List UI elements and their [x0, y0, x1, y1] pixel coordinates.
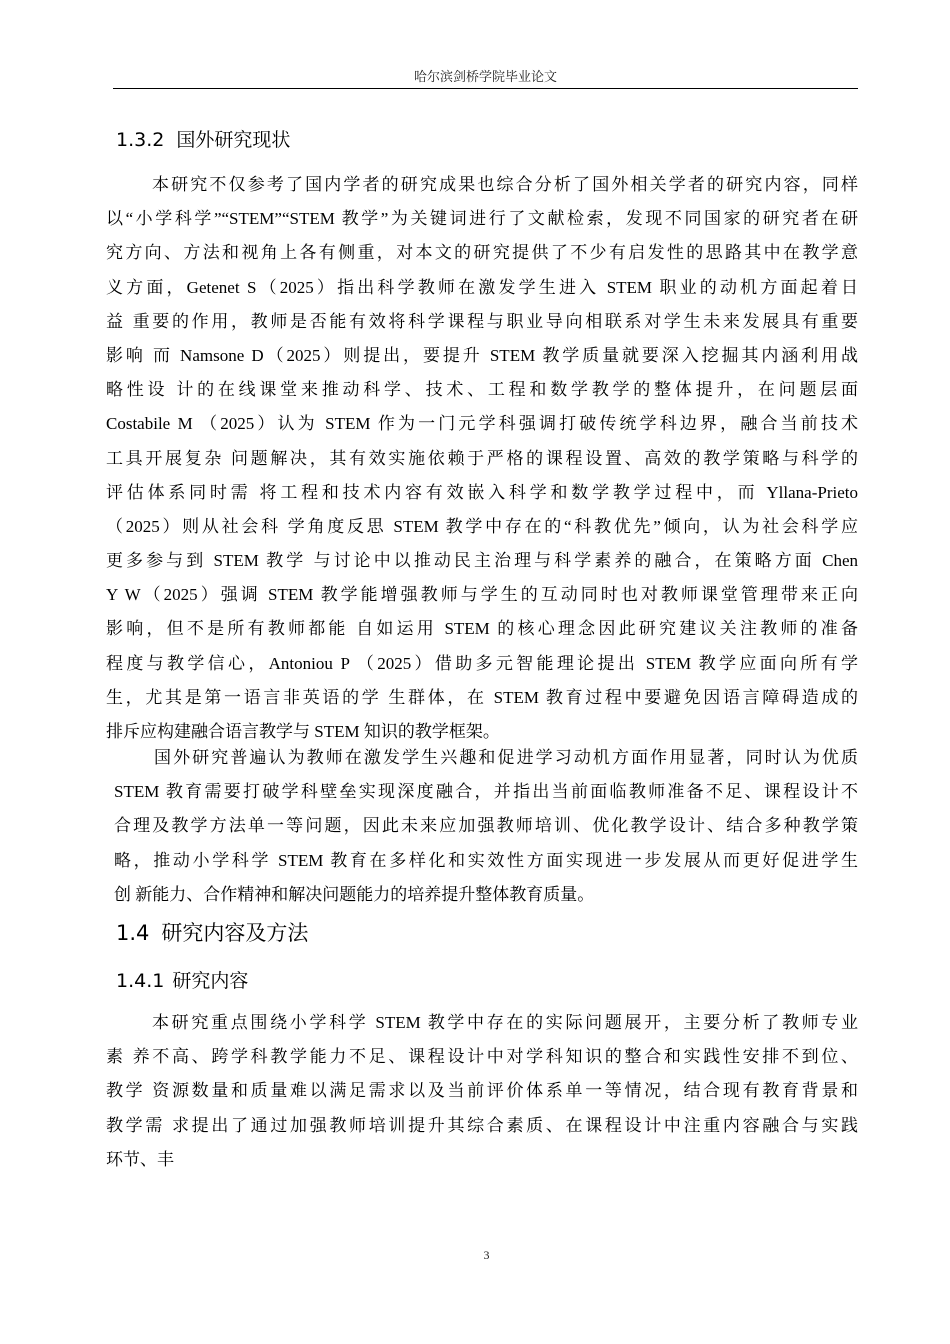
section-title: 国外研究现状: [176, 129, 291, 151]
text-line: （2025）则从社会科 学角度反思 STEM 教学中存在的“科教优先”倾向，认为社会科学应: [106, 516, 858, 536]
text-line: 本研究重点围绕小学科学 STEM 教学中存在的实际问题展开，主要分析了教师专业: [152, 1013, 858, 1032]
text-line: 环节、丰: [106, 1149, 174, 1169]
paragraph-foreign-research: [106, 168, 858, 749]
text-line: STEM 教育需要打破学科壁垒实现深度融合，并指出当前面临教师准备不足、课程设计不: [114, 782, 858, 802]
section-heading-1-4: [116, 917, 308, 947]
text-line: 程度与教学信心，Antoniou P （2025）借助多元智能理论提出 STEM 教学应面向所有学: [106, 653, 858, 673]
text-line: 略，推动小学科学 STEM 教育在多样化和实效性方面实现进一步发展从而更好促进学生: [114, 850, 858, 870]
section-title: 研究内容及方法: [161, 921, 309, 945]
text-line: 排斥应构建融合语言教学与 STEM 知识的教学框架。: [106, 722, 500, 741]
running-header: 哈尔滨剑桥学院毕业论文: [413, 69, 557, 84]
page-number: 3: [483, 1248, 490, 1262]
text-line: 略性设 计的在线课堂来推动科学、技术、工程和数学教学的整体提升，在问题层面: [106, 380, 858, 400]
text-line: 以“小学科学”“STEM”“STEM 教学”为关键词进行了文献检索，发现不同国家的研究者在研: [106, 209, 858, 229]
section-heading-1-3-2: [116, 125, 290, 152]
section-number: 1.4: [116, 921, 150, 945]
text-line: 评估体系同时需 将工程和技术内容有效嵌入科学和数学教学过程中，而 Yllana-Prieto: [106, 482, 858, 502]
text-line: 影响，但不是所有教师都能 自如运用 STEM 的核心理念因此研究建议关注教师的准备: [106, 619, 858, 639]
section-title: 研究内容: [172, 970, 249, 992]
text-line: 国外研究普遍认为教师在激发学生兴趣和促进学习动机方面作用显著，同时认为优质: [154, 748, 858, 767]
text-line: 创 新能力、合作精神和解决问题能力的培养提升整体教育质量。: [114, 884, 595, 904]
section-number: 1.4.1: [116, 970, 165, 992]
text-line: 教学需 求提出了通过加强教师培训提升其综合素质、在课程设计中注重内容融合与实践: [106, 1115, 858, 1135]
text-line: 生，尤其是第一语言非英语的学 生群体，在 STEM 教育过程中要避免因语言障碍造成的: [106, 687, 858, 707]
text-line: 益 重要的作用，教师是否能有效将科学课程与职业导向相联系对学生未来发展具有重要: [106, 311, 858, 331]
text-line: 教学 资源数量和质量难以满足需求以及当前评价体系单一等情况，结合现有教育背景和: [106, 1081, 858, 1101]
header-rule: [113, 88, 858, 89]
section-heading-1-4-1: [116, 966, 248, 993]
text-line: 究方向、方法和视角上各有侧重，对本文的研究提供了不少有启发性的思路其中在教学意: [106, 243, 858, 263]
text-line: 影响 而 Namsone D（2025）则提出，要提升 STEM 教学质量就要深入挖掘其内涵利用战: [106, 345, 858, 365]
text-line: 素 养不高、跨学科教学能力不足、课程设计中对学科知识的整合和实践性安排不到位、: [106, 1047, 858, 1067]
text-line: 工具开展复杂 问题解决，其有效实施依赖于严格的课程设置、高效的教学策略与科学的: [106, 448, 858, 468]
text-line: Y W（2025）强调 STEM 教学能增强教师与学生的互动同时也对教师课堂管理带来正向: [106, 585, 858, 605]
paragraph-foreign-summary: [114, 741, 858, 912]
text-line: 本研究不仅参考了国内学者的研究成果也综合分析了国外相关学者的研究内容，同样: [152, 175, 858, 194]
text-line: 合理及教学方法单一等问题，因此未来应加强教师培训、优化教学设计、结合多种教学策: [114, 816, 858, 836]
section-number: 1.3.2: [116, 129, 165, 151]
paragraph-research-content: [106, 1006, 858, 1177]
text-line: 更多参与到 STEM 教学 与讨论中以推动民主治理与科学素养的融合，在策略方面 Chen: [106, 551, 858, 571]
text-line: Costabile M （2025）认为 STEM 作为一门元学科强调打破传统学科边界，融合当前技术: [106, 414, 858, 434]
text-line: 义方面，Getenet S（2025）指出科学教师在激发学生进入 STEM 职业的动机方面起着日: [106, 277, 858, 297]
